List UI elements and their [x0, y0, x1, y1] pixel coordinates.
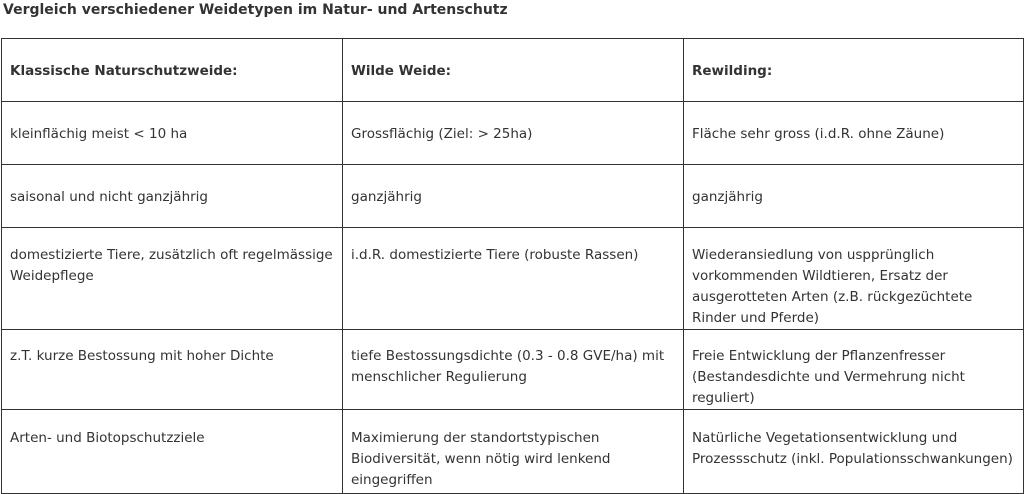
table-title: Vergleich verschiedener Weidetypen im Natur- und Artenschutz [3, 2, 508, 18]
table-row [2, 330, 1024, 410]
table-row [2, 410, 1024, 494]
table-cell: z.T. kurze Bestossung mit hoher Dichte [2, 330, 343, 410]
table-header-row [2, 39, 1024, 102]
table-cell: Wiederansiedlung von uspprünglich vorkommenden Wildtieren, Ersatz der ausgerotteten Arten (z.B. rückgezüchtete Rinder und Pferde) [684, 228, 1024, 330]
table-cell: domestizierte Tiere, zusätzlich oft regelmässige Weidepflege [2, 228, 343, 330]
header-cell-rewilding: Rewilding: [684, 39, 1024, 102]
table-cell: Grossflächig (Ziel: > 25ha) [343, 102, 684, 165]
table-row [2, 102, 1024, 165]
table-row [2, 165, 1024, 228]
table-cell: i.d.R. domestizierte Tiere (robuste Rassen) [343, 228, 684, 330]
table-cell: kleinflächig meist < 10 ha [2, 102, 343, 165]
table-cell: ganzjährig [343, 165, 684, 228]
header-cell-classic: Klassische Naturschutzweide: [2, 39, 343, 102]
table-cell: Arten- und Biotopschutzziele [2, 410, 343, 494]
comparison-table [1, 38, 1024, 494]
table-row [2, 228, 1024, 330]
table-cell: ganzjährig [684, 165, 1024, 228]
table-cell: Maximierung der standortstypischen Biodiversität, wenn nötig wird lenkend eingegriffen [343, 410, 684, 494]
table-cell: tiefe Bestossungsdichte (0.3 - 0.8 GVE/ha) mit menschlicher Regulierung [343, 330, 684, 410]
table-cell: saisonal und nicht ganzjährig [2, 165, 343, 228]
table-cell: Freie Entwicklung der Pflanzenfresser (Bestandesdichte und Vermehrung nicht reguliert) [684, 330, 1024, 410]
table-cell: Fläche sehr gross (i.d.R. ohne Zäune) [684, 102, 1024, 165]
table-cell: Natürliche Vegetationsentwicklung und Prozessschutz (inkl. Populationsschwankungen) [684, 410, 1024, 494]
header-cell-wild: Wilde Weide: [343, 39, 684, 102]
